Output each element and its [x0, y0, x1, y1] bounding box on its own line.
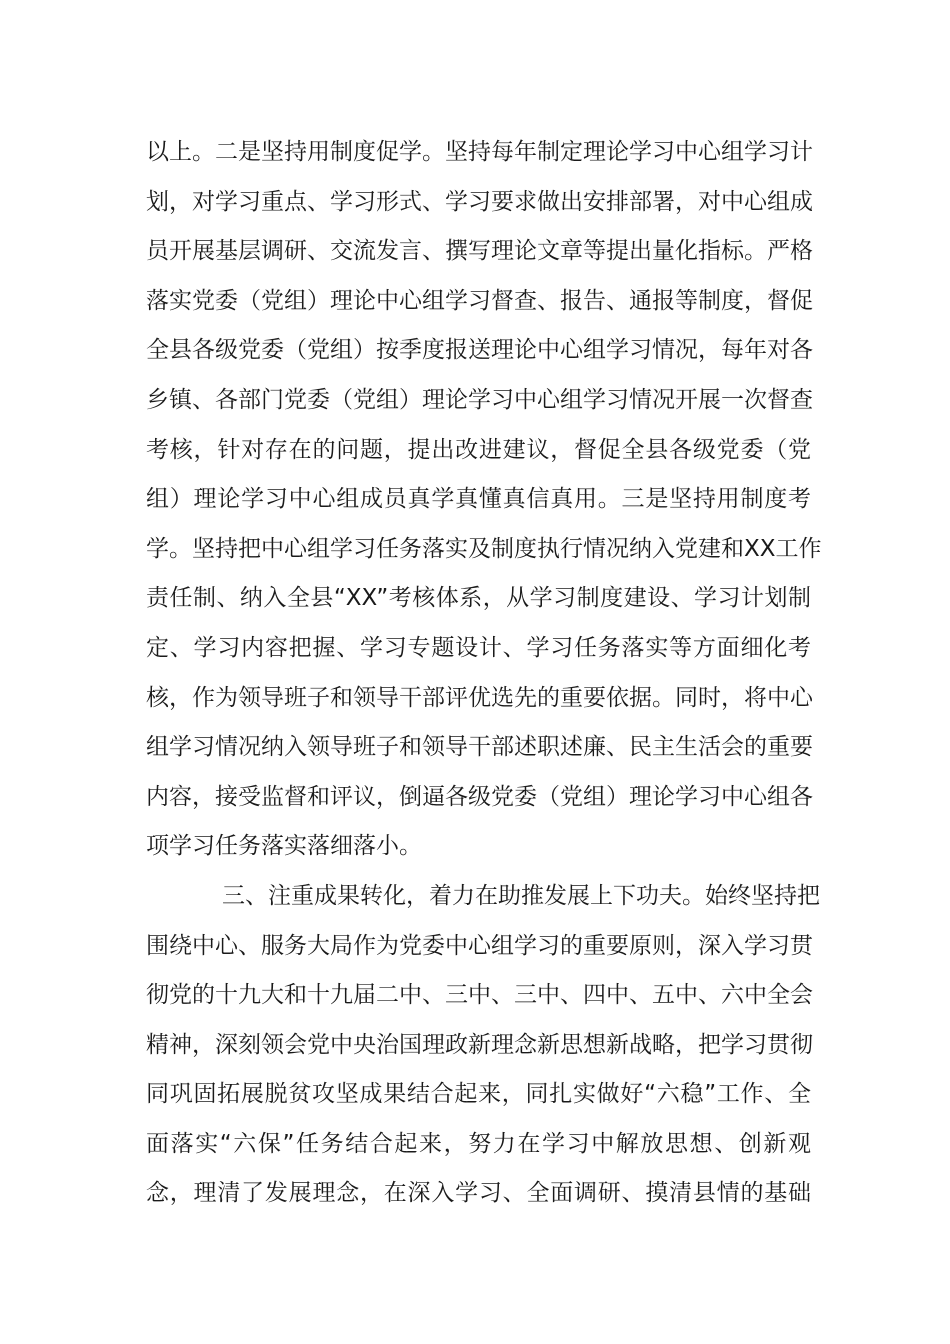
text-line: 精神，深刻领会党中央治国理政新理念新思想新战略，把学习贯彻 — [146, 1031, 813, 1058]
text-line: 全县各级党委（党组）按季度报送理论中心组学习情况，每年对各 — [146, 337, 813, 364]
text-line: 学。坚持把中心组学习任务落实及制度执行情况纳入党建和XX工作 — [146, 535, 822, 562]
text-line: 组学习情况纳入领导班子和领导干部述职述廉、民主生活会的重要 — [146, 734, 813, 761]
body-text — [146, 128, 822, 1219]
paragraph-last-line: 项学习任务落实落细落小。 — [146, 833, 422, 860]
text-line: 核，作为领导班子和领导干部评优选先的重要依据。同时，将中心 — [146, 684, 813, 711]
text-line: 划，对学习重点、学习形式、学习要求做出安排部署，对中心组成 — [146, 188, 813, 215]
text-line: 面落实“六保”任务结合起来，努力在学习中解放思想、创新观 — [146, 1130, 811, 1157]
text-line: 责任制、纳入全县“XX”考核体系，从学习制度建设、学习计划制 — [146, 585, 811, 612]
text-line: 彻党的十九大和十九届二中、三中、三中、四中、五中、六中全会 — [146, 982, 813, 1009]
text-line: 考核，针对存在的问题，提出改进建议，督促全县各级党委（党 — [146, 436, 811, 463]
text-line: 内容，接受监督和评议，倒逼各级党委（党组）理论学习中心组各 — [146, 783, 813, 810]
text-line: 组）理论学习中心组成员真学真懂真信真用。三是坚持用制度考 — [146, 486, 811, 513]
text-line: 念，理清了发展理念，在深入学习、全面调研、摸清县情的基础 — [146, 1180, 811, 1207]
text-line: 定、学习内容把握、学习专题设计、学习任务落实等方面细化考 — [146, 634, 811, 661]
text-line: 同巩固拓展脱贫攻坚成果结合起来，同扎实做好“六稳”工作、全 — [146, 1081, 811, 1108]
text-line: 落实党委（党组）理论中心组学习督查、报告、通报等制度，督促 — [146, 287, 813, 314]
text-line: 乡镇、各部门党委（党组）理论学习中心组学习情况开展一次督查 — [146, 386, 813, 413]
text-line: 以上。二是坚持用制度促学。坚持每年制定理论学习中心组学习计 — [146, 139, 813, 165]
text-line: 员开展基层调研、交流发言、撰写理论文章等提出量化指标。严格 — [146, 238, 813, 265]
section-heading-line: 三、注重成果转化，着力在助推发展上下功夫。始终坚持把 — [222, 882, 820, 909]
text-line: 围绕中心、服务大局作为党委中心组学习的重要原则，深入学习贯 — [146, 932, 813, 959]
